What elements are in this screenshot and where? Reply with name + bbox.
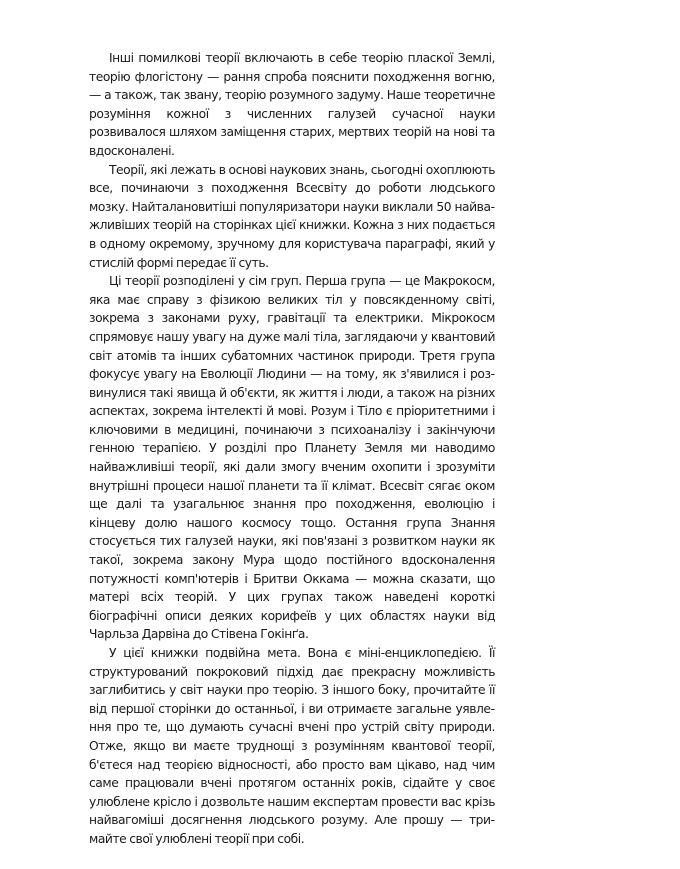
paragraph-seven-groups: Ці теорії розподілені у сім груп. Перша група — це Макрокосм, яка має справу з фізикою великих тіл у повсякденному світі, зокрема з законами руху, гравітації та електрики. Мікрокосм спрямовує нашу увагу на дуже малі тіла, заглядаючи у квантовий світ атомів та інших субатомних частинок природи. Третя група фокусує увагу на Еволюції Людини — на тому, як з'явилися і розвинулися такі явища й об'єкти, як життя і люди, а також на різних аспектах, зокрема інтелекті й мові. Розум і Тіло є пріоритетними і ключовими в медицині, починаючи з психоаналізу і закінчуючи генною терапією. У розділі про Планету Земля ми наводимо найважливіші теорії, які дали змогу вченим охопити і зрозуміти внутрішні процеси нашої планети та її клімат. Всесвіт сягає оком ще далі та узагальнює знання про походження, еволюцію і кінцеву долю нашого космосу тощо. Остання група Знання стосується тих галузей науки, які пов'язані з розвитком науки як такої, зокрема закону Мура щодо постійного вдосконалення потужності комп'ютерів і Бритви Оккама — можна сказати, що матері всіх теорій. У цих групах також наведені короткі біографічні описи деяких корифеїв у цих областях науки від Чарльза Дарвіна до Стівена Гокінґа. [89, 274, 495, 642]
body-text [89, 49, 495, 849]
paragraph-theories-overview: Теорії, які лежать в основі наукових знань, сьогодні охоплюють все, починаючи з походження Всесвіту до роботи людського мозку. Найталановитіші популяризатори науки виклали 50 найважливіших теорій на сторінках цієї книжки. Кожна з них подається в одному окремому, зручному для користувача параграфі, який у стислій формі передає її суть. [89, 162, 495, 270]
paragraph-book-purpose: У цієї книжки подвійна мета. Вона є міні-енциклопедією. Її структурований покроковий підхід дає прекрасну можливість заглибитись у світ науки про теорію. З іншого боку, прочитайте її від першої сторінки до останньої, і ви отримаєте загальне уявлення про те, що думають сучасні вчені про устрій світу природи. Отже, якщо ви маєте труднощі з розумінням квантової теорії, б'єтеся над теорією відносності, або просто вам цікаво, над чим саме працювали вчені протягом останніх років, сідайте у своє улюблене крісло і дозвольте нашим експертам провести вас крізь найвагоміші досягнення людського розуму. Але прошу — тримайте свої улюблені теорії при собі. [89, 646, 495, 846]
paragraph-other-theories: Інші помилкові теорії включають в себе теорію пласкої Землі, теорію флогістону — рання спроба пояснити походження вогню, — а також, так звану, теорію розумного задуму. Наше теоретичне розуміння кожної з численних галузей сучасної науки розвивалося шляхом заміщення старих, мертвих теорій на нові та вдосконалені. [89, 51, 495, 158]
